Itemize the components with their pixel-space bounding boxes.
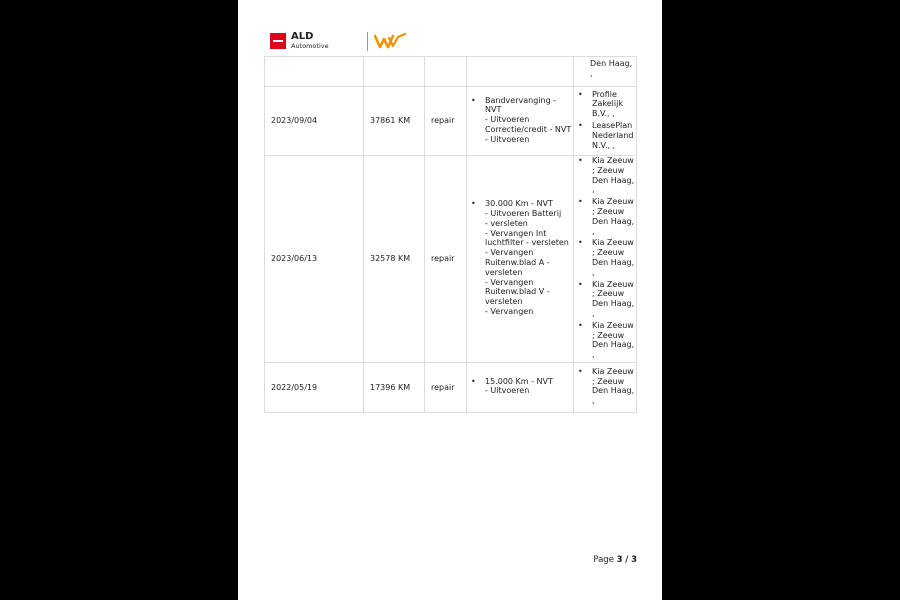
maintenance-history-table [264,56,637,413]
dealer-cell [574,57,637,87]
work-list [471,96,573,145]
table-row [265,57,637,87]
dealer-list [578,156,636,360]
type-cell: repair [425,156,467,363]
work-item: • 15.000 Km - NVT - Uitvoeren [471,377,573,397]
mileage-cell: 17396 KM [364,362,425,412]
dealer-list [578,367,636,406]
dealer-list [578,90,636,151]
dealer-item: • Kia Zeeuw ; Zeeuw Den Haag, , [578,280,636,319]
mileage-cell [364,57,425,87]
document-page [238,0,662,600]
work-item: • 30.000 Km - NVT - Uitvoeren Batterij - versleten - Vervangen Int luchtfilter - versleten - Vervangen Ruitenw.blad A - versleten - Vervangen Ruitenw.blad V - versleten - Vervangen [471,199,573,317]
type-cell [425,57,467,87]
work-list [471,377,573,397]
dealer-item: • Kia Zeeuw ; Zeeuw Den Haag, , [578,197,636,236]
page-label: Page [593,555,614,565]
brand-sub: Automotive [291,42,329,50]
work-cell [467,87,574,156]
dealer-cell [574,156,637,363]
page-total: 3 [631,555,637,565]
page-number [593,555,637,565]
ald-logo-text [291,31,329,50]
dealer-item: • Kia Zeeuw ; Zeeuw Den Haag, , [578,238,636,277]
date-cell: 2023/09/04 [265,87,364,156]
work-cell [467,362,574,412]
work-item: • Bandvervanging - NVT - Uitvoeren Correctie/credit - NVT - Uitvoeren [471,96,573,145]
dealer-continued: Den Haag, , [590,58,633,78]
date-cell: 2023/06/13 [265,156,364,363]
date-cell: 2022/05/19 [265,362,364,412]
work-list [471,199,573,317]
table-row [265,87,637,156]
partner-logo-icon [374,32,406,50]
dealer-item: • LeasePlan Nederland N.V., , [578,121,636,150]
dealer-item: • Kia Zeeuw ; Zeeuw Den Haag, , [578,367,636,406]
work-cell [467,156,574,363]
dealer-item: • Kia Zeeuw ; Zeeuw Den Haag, , [578,156,636,195]
mileage-cell: 32578 KM [364,156,425,363]
dealer-item: • Profile Zakelijk B.V., , [578,90,636,119]
dealer-item: • Kia Zeeuw ; Zeeuw Den Haag, , [578,321,636,360]
mileage-cell: 37861 KM [364,87,425,156]
page-current: 3 [616,555,623,565]
type-cell: repair [425,362,467,412]
logo-divider [367,32,368,51]
date-cell [265,57,364,87]
work-cell [467,57,574,87]
table-row [265,362,637,412]
brand-name: ALD [291,31,314,42]
table-row [265,156,637,363]
ald-logo-mark [270,33,286,49]
type-cell: repair [425,87,467,156]
dealer-cell [574,362,637,412]
page-separator: / [625,555,629,565]
dealer-cell [574,87,637,156]
